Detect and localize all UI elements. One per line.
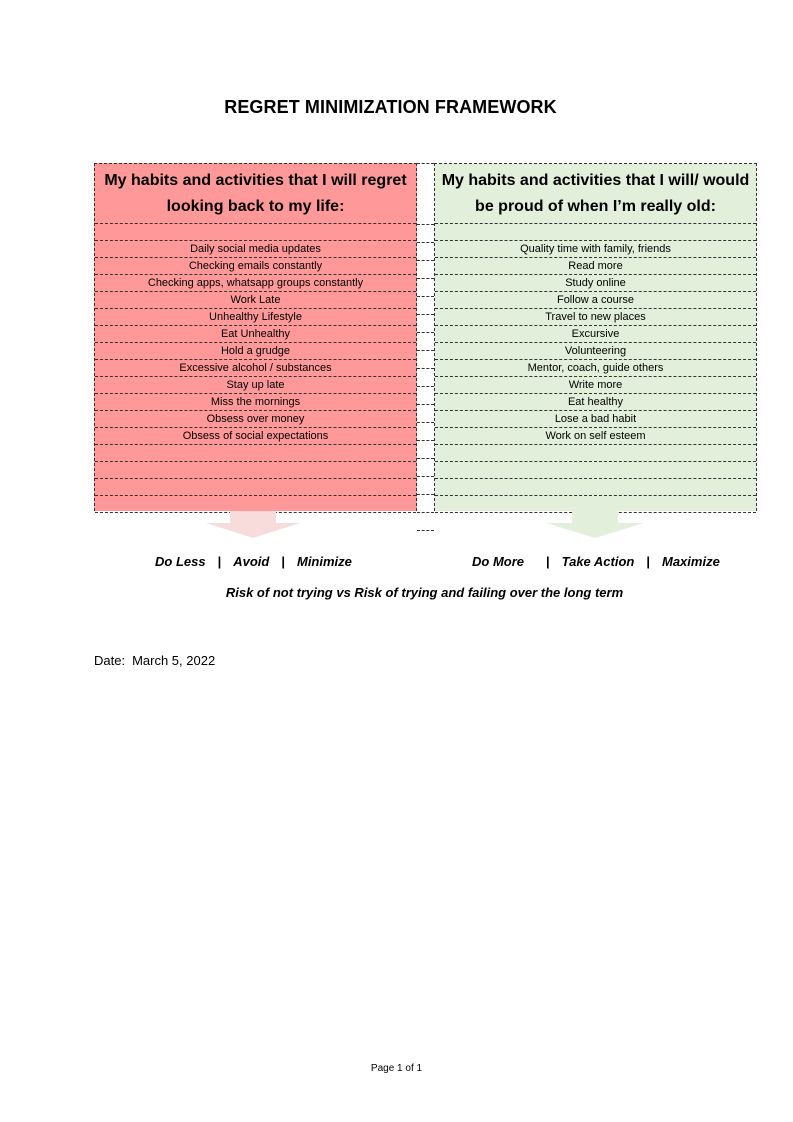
date-value: March 5, 2022 bbox=[132, 653, 216, 668]
list-item: Excursive bbox=[435, 326, 756, 343]
down-arrow-right-icon bbox=[546, 511, 644, 538]
list-item: Study online bbox=[435, 275, 756, 292]
list-item: Eat healthy bbox=[435, 394, 756, 411]
action-avoid: Avoid bbox=[233, 554, 270, 569]
list-item bbox=[95, 445, 416, 462]
list-item: Mentor, coach, guide others bbox=[435, 360, 756, 377]
list-item: Lose a bad habit bbox=[435, 411, 756, 428]
list-item: Checking apps, whatsapp groups constantly bbox=[95, 275, 416, 292]
regret-column bbox=[94, 163, 417, 511]
list-item: Stay up late bbox=[95, 377, 416, 394]
list-item bbox=[95, 224, 416, 241]
list-item: Miss the mornings bbox=[95, 394, 416, 411]
action-do-more: Do More bbox=[472, 554, 524, 569]
list-item: Obsess over money bbox=[95, 411, 416, 428]
list-item: Work on self esteem bbox=[435, 428, 756, 445]
list-item: Quality time with family, friends bbox=[435, 241, 756, 258]
risk-statement: Risk of not trying vs Risk of trying and failing over the long term bbox=[225, 585, 624, 600]
maximize-actions: Do More | Take Action | Maximize bbox=[472, 554, 720, 569]
action-do-less: Do Less bbox=[155, 554, 206, 569]
list-item: Write more bbox=[435, 377, 756, 394]
list-item bbox=[435, 462, 756, 479]
list-item bbox=[95, 479, 416, 496]
column-gap bbox=[417, 163, 434, 511]
proud-column bbox=[434, 163, 757, 511]
list-item: Obsess of social expectations bbox=[95, 428, 416, 445]
list-item: Volunteering bbox=[435, 343, 756, 360]
date-label: Date: bbox=[94, 653, 126, 668]
list-item: Hold a grudge bbox=[95, 343, 416, 360]
list-item: Follow a course bbox=[435, 292, 756, 309]
action-minimize: Minimize bbox=[296, 554, 352, 569]
action-take-action: Take Action bbox=[561, 554, 635, 569]
page-title: REGRET MINIMIZATION FRAMEWORK bbox=[224, 97, 557, 117]
list-item: Travel to new places bbox=[435, 309, 756, 326]
minimize-actions: Do Less | Avoid | Minimize bbox=[155, 554, 352, 569]
action-maximize: Maximize bbox=[662, 554, 720, 569]
list-item: Read more bbox=[435, 258, 756, 275]
proud-column-header: My habits and activities that I will/ would be proud of when I’m really old: bbox=[435, 164, 756, 224]
list-item: Excessive alcohol / substances bbox=[95, 360, 416, 377]
list-item: Daily social media updates bbox=[95, 241, 416, 258]
page-number: Page 1 of 1 bbox=[370, 1063, 423, 1074]
down-arrow-left-icon bbox=[206, 511, 300, 538]
date-line bbox=[94, 653, 215, 668]
list-item bbox=[435, 224, 756, 241]
regret-column-header: My habits and activities that I will regret looking back to my life: bbox=[95, 164, 416, 224]
list-item: Checking emails constantly bbox=[95, 258, 416, 275]
list-item bbox=[435, 479, 756, 496]
list-item bbox=[435, 445, 756, 462]
list-item: Unhealthy Lifestyle bbox=[95, 309, 416, 326]
list-item: Eat Unhealthy bbox=[95, 326, 416, 343]
list-item: Work Late bbox=[95, 292, 416, 309]
list-item bbox=[95, 462, 416, 479]
